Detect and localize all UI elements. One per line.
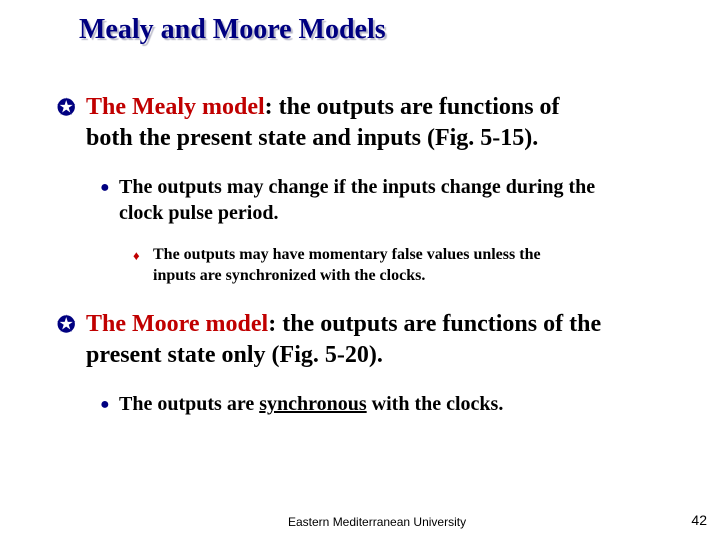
slide-title: Mealy and Moore Models <box>79 14 386 45</box>
sub-bullet-outputs-change: ● The outputs may change if the inputs change during the clock pulse period. <box>100 176 596 224</box>
moore-model-term: The Moore model <box>86 311 269 337</box>
star-bullet-icon: ✪ <box>57 95 76 120</box>
mealy-model-term: The Mealy model <box>86 94 265 120</box>
bullet-mealy-line1: The Mealy model: the outputs are functions of <box>86 94 560 120</box>
bullet-moore-line1: The Moore model: the outputs are functions of the <box>86 311 602 337</box>
footer-university: Eastern Mediterranean University <box>288 515 467 529</box>
synchronous-term: synchronous <box>259 393 367 415</box>
sub-sub-bullet-false-values: ♦ The outputs may have momentary false values unless the inputs are synchronized with the clocks. <box>133 246 541 284</box>
diamond-bullet-icon: ♦ <box>133 248 140 263</box>
star-bullet-icon: ✪ <box>57 312 76 337</box>
dot-bullet-icon: ● <box>100 179 110 196</box>
dot-bullet-icon: ● <box>100 396 110 413</box>
bullet-moore-line2: present state only (Fig. 5-20). <box>86 342 383 368</box>
bullet-mealy-line2: both the present state and inputs (Fig. 5-15). <box>86 125 539 151</box>
bullet-moore <box>57 309 697 371</box>
sub-bullet-synchronous: ● The outputs are synchronous with the clocks. <box>100 391 700 417</box>
bullet-mealy <box>57 92 697 154</box>
page-number: 42 <box>691 512 707 528</box>
